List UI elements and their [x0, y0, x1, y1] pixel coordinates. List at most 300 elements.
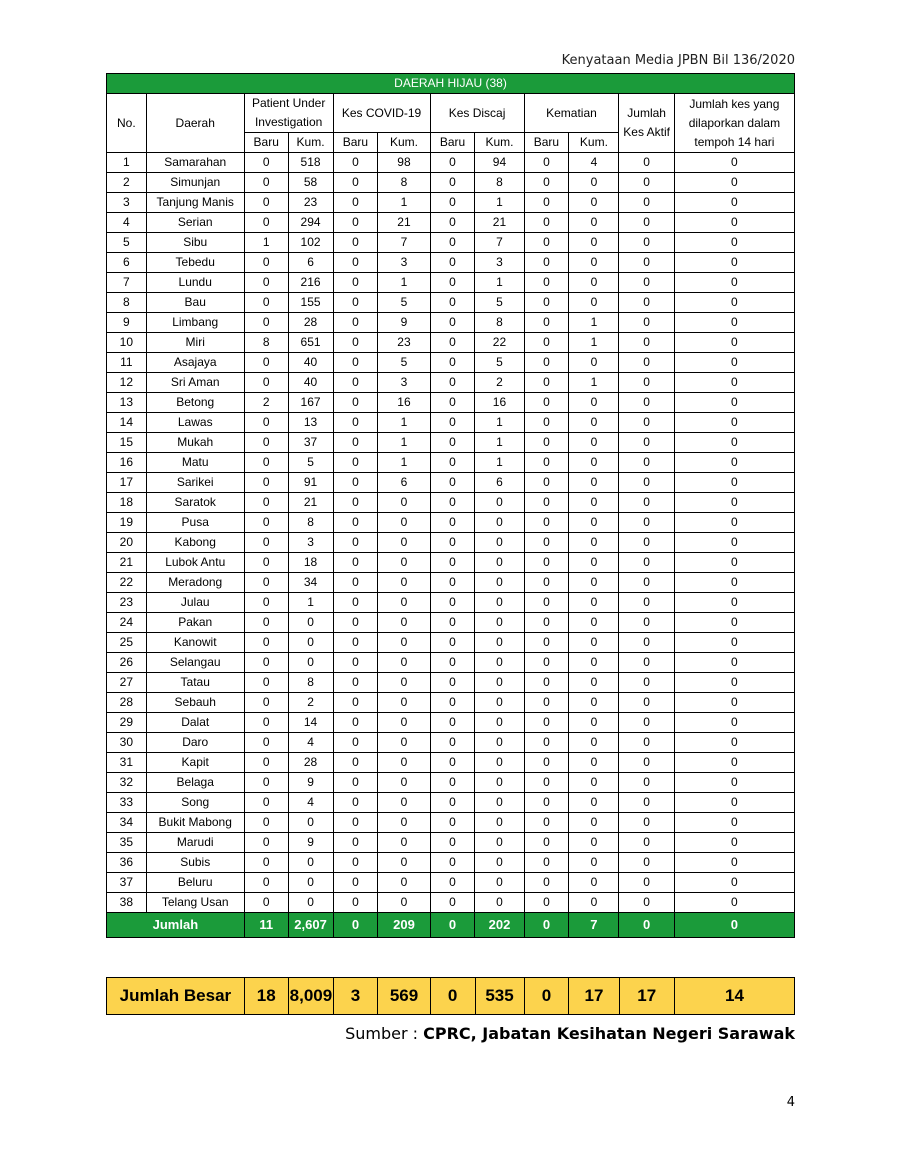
data-cell: 0	[430, 153, 475, 173]
data-cell: 0	[430, 213, 475, 233]
data-cell: 0	[619, 853, 674, 873]
data-cell: 22	[475, 333, 524, 353]
data-cell: 0	[475, 513, 524, 533]
data-cell: 0	[569, 533, 619, 553]
data-cell: 0	[430, 473, 475, 493]
district-name: Asajaya	[146, 353, 244, 373]
data-cell: 0	[524, 313, 569, 333]
table-row	[107, 633, 795, 653]
data-cell: 5	[378, 353, 430, 373]
data-cell: 0	[244, 733, 288, 753]
district-name: Marudi	[146, 833, 244, 853]
header-kum: Kum.	[378, 133, 430, 153]
district-name: Kabong	[146, 533, 244, 553]
data-cell: 0	[244, 813, 288, 833]
district-name: Samarahan	[146, 153, 244, 173]
district-name: Lubok Antu	[146, 553, 244, 573]
table-row	[107, 893, 795, 913]
data-cell: 2	[475, 373, 524, 393]
data-cell: 0	[333, 613, 378, 633]
data-cell: 21	[378, 213, 430, 233]
data-cell: 23	[288, 193, 333, 213]
row-number: 26	[107, 653, 147, 673]
district-name: Lundu	[146, 273, 244, 293]
data-cell: 0	[333, 433, 378, 453]
data-cell: 0	[674, 833, 794, 853]
data-cell: 0	[619, 173, 674, 193]
header-kes-14-hari: Jumlah kes yang dilaporkan dalam tempoh 14 hari	[674, 94, 794, 153]
data-cell: 0	[524, 493, 569, 513]
table-row	[107, 673, 795, 693]
data-cell: 0	[475, 853, 524, 873]
data-cell: 0	[244, 293, 288, 313]
data-cell: 0	[475, 593, 524, 613]
row-number: 24	[107, 613, 147, 633]
data-cell: 0	[619, 193, 674, 213]
data-cell: 0	[524, 233, 569, 253]
data-cell: 0	[475, 833, 524, 853]
data-cell: 37	[288, 433, 333, 453]
data-cell: 0	[333, 353, 378, 373]
data-cell: 1	[378, 433, 430, 453]
data-cell: 0	[244, 153, 288, 173]
data-cell: 5	[475, 293, 524, 313]
data-cell: 0	[569, 753, 619, 773]
total-cell: 11	[244, 913, 288, 938]
data-cell: 0	[524, 473, 569, 493]
data-cell: 0	[333, 893, 378, 913]
row-number: 21	[107, 553, 147, 573]
data-cell: 0	[524, 653, 569, 673]
data-cell: 0	[619, 553, 674, 573]
row-number: 37	[107, 873, 147, 893]
data-cell: 0	[430, 413, 475, 433]
data-cell: 0	[378, 613, 430, 633]
data-cell: 0	[524, 693, 569, 713]
district-name: Subis	[146, 853, 244, 873]
data-cell: 0	[475, 893, 524, 913]
data-cell: 0	[378, 513, 430, 533]
data-cell: 0	[378, 493, 430, 513]
data-cell: 9	[288, 773, 333, 793]
data-cell: 0	[378, 553, 430, 573]
data-cell: 0	[430, 453, 475, 473]
data-cell: 0	[244, 633, 288, 653]
data-cell: 0	[619, 733, 674, 753]
row-number: 25	[107, 633, 147, 653]
data-cell: 0	[378, 853, 430, 873]
table-row	[107, 273, 795, 293]
data-cell: 0	[674, 353, 794, 373]
data-cell: 0	[619, 493, 674, 513]
data-cell: 0	[288, 613, 333, 633]
grand-total-cell: 535	[475, 978, 524, 1015]
data-cell: 1	[378, 453, 430, 473]
data-cell: 0	[244, 173, 288, 193]
data-cell: 0	[244, 513, 288, 533]
total-cell: 0	[619, 913, 674, 938]
table-row	[107, 393, 795, 413]
header-kum: Kum.	[288, 133, 333, 153]
data-cell: 6	[378, 473, 430, 493]
district-name: Selangau	[146, 653, 244, 673]
data-cell: 0	[524, 633, 569, 653]
data-cell: 0	[244, 833, 288, 853]
data-cell: 0	[430, 813, 475, 833]
header-kes-covid: Kes COVID-19	[333, 94, 430, 133]
grand-total-cell: 8,009	[288, 978, 333, 1015]
data-cell: 1	[475, 273, 524, 293]
data-cell: 28	[288, 753, 333, 773]
data-cell: 0	[430, 313, 475, 333]
row-number: 33	[107, 793, 147, 813]
data-cell: 0	[674, 713, 794, 733]
data-cell: 40	[288, 373, 333, 393]
data-cell: 0	[333, 493, 378, 513]
data-cell: 0	[619, 413, 674, 433]
row-number: 17	[107, 473, 147, 493]
data-cell: 0	[244, 353, 288, 373]
data-cell: 0	[674, 393, 794, 413]
table-body	[107, 153, 795, 913]
district-name: Julau	[146, 593, 244, 613]
data-cell: 0	[619, 233, 674, 253]
data-cell: 0	[333, 153, 378, 173]
data-cell: 0	[378, 673, 430, 693]
row-number: 29	[107, 713, 147, 733]
data-cell: 2	[244, 393, 288, 413]
data-cell: 0	[430, 693, 475, 713]
data-cell: 16	[378, 393, 430, 413]
data-cell: 0	[569, 573, 619, 593]
data-cell: 0	[524, 213, 569, 233]
data-cell: 0	[619, 713, 674, 733]
data-cell: 1	[475, 193, 524, 213]
data-cell: 0	[674, 513, 794, 533]
data-cell: 0	[524, 753, 569, 773]
data-cell: 0	[378, 653, 430, 673]
data-cell: 0	[475, 753, 524, 773]
district-name: Sibu	[146, 233, 244, 253]
table-row	[107, 593, 795, 613]
data-cell: 0	[569, 513, 619, 533]
data-cell: 0	[244, 553, 288, 573]
data-cell: 0	[430, 753, 475, 773]
data-cell: 0	[524, 333, 569, 353]
data-cell: 4	[288, 733, 333, 753]
data-cell: 0	[475, 793, 524, 813]
data-cell: 0	[333, 393, 378, 413]
data-cell: 0	[674, 873, 794, 893]
row-number: 12	[107, 373, 147, 393]
data-cell: 0	[378, 833, 430, 853]
data-cell: 0	[569, 813, 619, 833]
data-cell: 9	[378, 313, 430, 333]
table-row	[107, 413, 795, 433]
row-number: 27	[107, 673, 147, 693]
data-cell: 0	[430, 853, 475, 873]
data-cell: 0	[378, 773, 430, 793]
data-cell: 0	[674, 573, 794, 593]
row-number: 20	[107, 533, 147, 553]
data-cell: 0	[430, 573, 475, 593]
data-cell: 13	[288, 413, 333, 433]
district-name: Daro	[146, 733, 244, 753]
data-cell: 0	[244, 193, 288, 213]
data-cell: 0	[674, 273, 794, 293]
data-cell: 23	[378, 333, 430, 353]
data-cell: 0	[288, 813, 333, 833]
table-row	[107, 573, 795, 593]
data-cell: 0	[524, 513, 569, 533]
table-row	[107, 613, 795, 633]
district-name: Betong	[146, 393, 244, 413]
data-cell: 0	[430, 773, 475, 793]
data-cell: 5	[475, 353, 524, 373]
data-cell: 0	[333, 593, 378, 613]
data-cell: 0	[619, 573, 674, 593]
data-cell: 0	[430, 353, 475, 373]
header-kematian: Kematian	[524, 94, 619, 133]
data-cell: 0	[430, 553, 475, 573]
data-cell: 0	[674, 853, 794, 873]
table-row	[107, 733, 795, 753]
table-row	[107, 793, 795, 813]
row-number: 13	[107, 393, 147, 413]
data-cell: 0	[244, 653, 288, 673]
data-cell: 216	[288, 273, 333, 293]
data-cell: 0	[524, 193, 569, 213]
data-cell: 0	[619, 313, 674, 333]
table-row	[107, 333, 795, 353]
total-cell: 209	[378, 913, 430, 938]
district-name: Tanjung Manis	[146, 193, 244, 213]
data-cell: 0	[430, 293, 475, 313]
data-cell: 0	[524, 713, 569, 733]
data-cell: 2	[288, 693, 333, 713]
data-cell: 0	[674, 493, 794, 513]
data-cell: 0	[569, 493, 619, 513]
table-row	[107, 853, 795, 873]
header-kum: Kum.	[569, 133, 619, 153]
data-cell: 1	[569, 373, 619, 393]
data-cell: 1	[378, 193, 430, 213]
data-cell: 0	[524, 353, 569, 373]
row-number: 32	[107, 773, 147, 793]
row-number: 31	[107, 753, 147, 773]
district-name: Pusa	[146, 513, 244, 533]
data-cell: 0	[244, 493, 288, 513]
data-cell: 0	[288, 653, 333, 673]
data-cell: 0	[430, 673, 475, 693]
data-cell: 0	[288, 893, 333, 913]
data-cell: 0	[569, 833, 619, 853]
data-cell: 8	[378, 173, 430, 193]
data-cell: 0	[430, 273, 475, 293]
data-cell: 0	[333, 293, 378, 313]
data-cell: 0	[674, 533, 794, 553]
table-row	[107, 213, 795, 233]
data-cell: 0	[333, 833, 378, 853]
data-cell: 0	[333, 373, 378, 393]
data-cell: 0	[619, 153, 674, 173]
row-number: 23	[107, 593, 147, 613]
data-cell: 1	[475, 453, 524, 473]
data-cell: 0	[674, 773, 794, 793]
data-cell: 0	[619, 893, 674, 913]
data-cell: 0	[674, 733, 794, 753]
data-cell: 0	[674, 253, 794, 273]
data-cell: 0	[524, 553, 569, 573]
data-cell: 0	[430, 653, 475, 673]
row-number: 28	[107, 693, 147, 713]
data-cell: 0	[475, 773, 524, 793]
data-cell: 0	[244, 273, 288, 293]
data-cell: 0	[430, 893, 475, 913]
data-cell: 0	[244, 713, 288, 733]
data-cell: 0	[333, 333, 378, 353]
data-cell: 0	[524, 893, 569, 913]
data-cell: 9	[288, 833, 333, 853]
data-cell: 0	[244, 253, 288, 273]
district-name: Belaga	[146, 773, 244, 793]
data-cell: 0	[569, 393, 619, 413]
data-cell: 0	[333, 573, 378, 593]
data-cell: 1	[378, 273, 430, 293]
data-cell: 0	[244, 413, 288, 433]
data-cell: 0	[569, 353, 619, 373]
data-cell: 34	[288, 573, 333, 593]
data-cell: 0	[430, 433, 475, 453]
data-cell: 0	[619, 813, 674, 833]
data-cell: 0	[378, 593, 430, 613]
data-cell: 0	[524, 533, 569, 553]
data-cell: 0	[619, 473, 674, 493]
data-cell: 98	[378, 153, 430, 173]
district-name: Bukit Mabong	[146, 813, 244, 833]
data-cell: 1	[569, 313, 619, 333]
data-cell: 6	[288, 253, 333, 273]
data-cell: 0	[475, 873, 524, 893]
data-cell: 0	[475, 613, 524, 633]
data-cell: 0	[378, 733, 430, 753]
data-cell: 7	[475, 233, 524, 253]
data-cell: 0	[333, 793, 378, 813]
row-number: 9	[107, 313, 147, 333]
data-cell: 0	[674, 813, 794, 833]
district-name: Beluru	[146, 873, 244, 893]
table-row	[107, 653, 795, 673]
data-cell: 18	[288, 553, 333, 573]
data-cell: 0	[333, 453, 378, 473]
header-pui: Patient Under Investigation	[244, 94, 333, 133]
data-cell: 21	[475, 213, 524, 233]
data-cell: 0	[333, 313, 378, 333]
data-cell: 0	[619, 633, 674, 653]
district-name: Matu	[146, 453, 244, 473]
data-cell: 0	[569, 593, 619, 613]
data-cell: 1	[475, 433, 524, 453]
data-cell: 0	[430, 173, 475, 193]
table-row	[107, 173, 795, 193]
data-cell: 0	[430, 333, 475, 353]
data-cell: 0	[244, 893, 288, 913]
row-number: 35	[107, 833, 147, 853]
table-row	[107, 533, 795, 553]
data-cell: 0	[524, 813, 569, 833]
table-row	[107, 293, 795, 313]
row-number: 7	[107, 273, 147, 293]
data-cell: 6	[475, 473, 524, 493]
data-cell: 0	[333, 553, 378, 573]
data-cell: 0	[524, 273, 569, 293]
source-text: CPRC, Jabatan Kesihatan Negeri Sarawak	[423, 1024, 795, 1043]
district-name: Telang Usan	[146, 893, 244, 913]
data-cell: 0	[430, 613, 475, 633]
data-cell: 0	[674, 173, 794, 193]
data-cell: 0	[244, 693, 288, 713]
row-number: 4	[107, 213, 147, 233]
data-cell: 0	[569, 233, 619, 253]
data-cell: 0	[333, 813, 378, 833]
district-name: Tatau	[146, 673, 244, 693]
data-cell: 0	[430, 533, 475, 553]
data-cell: 0	[674, 893, 794, 913]
data-cell: 0	[619, 433, 674, 453]
data-cell: 102	[288, 233, 333, 253]
table-row	[107, 693, 795, 713]
data-cell: 0	[619, 693, 674, 713]
table-row	[107, 433, 795, 453]
data-cell: 0	[524, 573, 569, 593]
data-cell: 0	[475, 733, 524, 753]
data-cell: 0	[524, 613, 569, 633]
data-cell: 0	[244, 473, 288, 493]
data-cell: 0	[674, 673, 794, 693]
data-cell: 14	[288, 713, 333, 733]
data-cell: 3	[378, 253, 430, 273]
table-row	[107, 353, 795, 373]
data-cell: 0	[524, 733, 569, 753]
data-cell: 0	[569, 253, 619, 273]
data-cell: 0	[674, 193, 794, 213]
data-cell: 0	[288, 633, 333, 653]
data-cell: 0	[674, 313, 794, 333]
district-name: Sri Aman	[146, 373, 244, 393]
data-cell: 0	[619, 213, 674, 233]
data-cell: 4	[288, 793, 333, 813]
data-cell: 0	[674, 693, 794, 713]
data-cell: 0	[524, 253, 569, 273]
district-name: Mukah	[146, 433, 244, 453]
page-number: 4	[786, 1095, 795, 1110]
data-cell: 0	[475, 633, 524, 653]
data-cell: 0	[333, 513, 378, 533]
data-cell: 0	[244, 873, 288, 893]
data-cell: 0	[430, 633, 475, 653]
data-cell: 0	[524, 873, 569, 893]
data-cell: 0	[333, 413, 378, 433]
data-cell: 0	[619, 253, 674, 273]
data-cell: 0	[430, 493, 475, 513]
grand-total-cell: 17	[569, 978, 619, 1015]
data-cell: 0	[430, 793, 475, 813]
data-cell: 0	[244, 753, 288, 773]
data-cell: 0	[244, 613, 288, 633]
data-cell: 0	[244, 313, 288, 333]
data-cell: 94	[475, 153, 524, 173]
data-cell: 91	[288, 473, 333, 493]
